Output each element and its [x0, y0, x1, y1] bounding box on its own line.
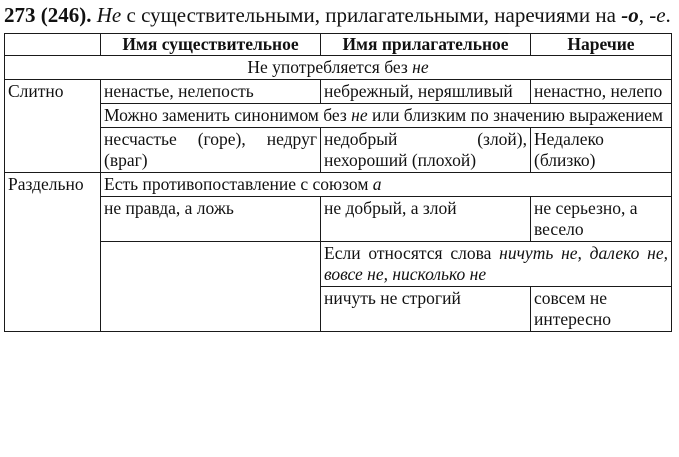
separate-adj-2: не добрый, а злой: [321, 197, 531, 242]
table-row-note: [5, 56, 672, 80]
together-synonym-rule: [101, 104, 672, 128]
grammar-table: [4, 33, 672, 332]
label-together: Слитно: [5, 80, 101, 173]
header-noun: Имя существительное: [101, 34, 321, 56]
separate-contrast-rule: [101, 173, 672, 197]
together-adv-3: Недалеко (близко): [531, 128, 672, 173]
separate-adv-4: совсем не интересно: [531, 287, 672, 332]
separate-adv-2: не серьезно, а весело: [531, 197, 672, 242]
table-row: [5, 242, 672, 287]
synonym-rule-text1: Можно заменить синонимом без: [104, 105, 352, 125]
table-row: [5, 197, 672, 242]
table-header-row: [5, 34, 672, 56]
separate-noun-2: не правда, а ложь: [101, 197, 321, 242]
label-separate: Раздельно: [5, 173, 101, 332]
heading-text: с существительными, прилагательными, наречиями на: [121, 3, 622, 27]
header-adverb: Наречие: [531, 34, 672, 56]
separate-words-rule: [321, 242, 672, 287]
together-noun-1: ненастье, нелепость: [101, 80, 321, 104]
separate-adj-4: ничуть не строгий: [321, 287, 531, 332]
table-row: [5, 173, 672, 197]
exercise-number: 273 (246).: [4, 3, 92, 27]
together-adj-3: недобрый (злой), нехороший (плохой): [321, 128, 531, 173]
note-cell: [5, 56, 672, 80]
heading-sep: ,: [638, 3, 650, 27]
together-adv-1: ненастно, нелепо: [531, 80, 672, 104]
together-noun-3: несчастье (горе), недруг (враг): [101, 128, 321, 173]
words-rule-italic: ничуть не, далеко не, вовсе не, нисколько не: [324, 243, 668, 284]
note-italic: не: [412, 57, 429, 77]
synonym-rule-text2: или близким по значению выражением: [367, 105, 663, 125]
table-row: [5, 104, 672, 128]
table-row: [5, 128, 672, 173]
heading-suffix-e: -е: [649, 3, 666, 27]
heading-suffix-o: -о: [621, 3, 639, 27]
contrast-rule-italic: а: [372, 174, 382, 194]
exercise-heading: [4, 2, 675, 29]
note-text: Не употребляется без: [247, 57, 413, 77]
separate-noun-empty: [101, 242, 321, 332]
heading-end: .: [665, 3, 671, 27]
header-adjective-text: Имя прилагательное: [342, 34, 509, 54]
header-empty: [5, 34, 101, 56]
table-row: [5, 80, 672, 104]
heading-ne: Не: [96, 3, 122, 27]
contrast-rule-text: Есть противопоставление с союзом: [104, 174, 373, 194]
synonym-rule-italic: не: [351, 105, 368, 125]
header-adjective: [321, 34, 531, 56]
words-rule-text: Если относятся слова: [324, 243, 500, 263]
together-adj-1: небрежный, неряшливый: [321, 80, 531, 104]
